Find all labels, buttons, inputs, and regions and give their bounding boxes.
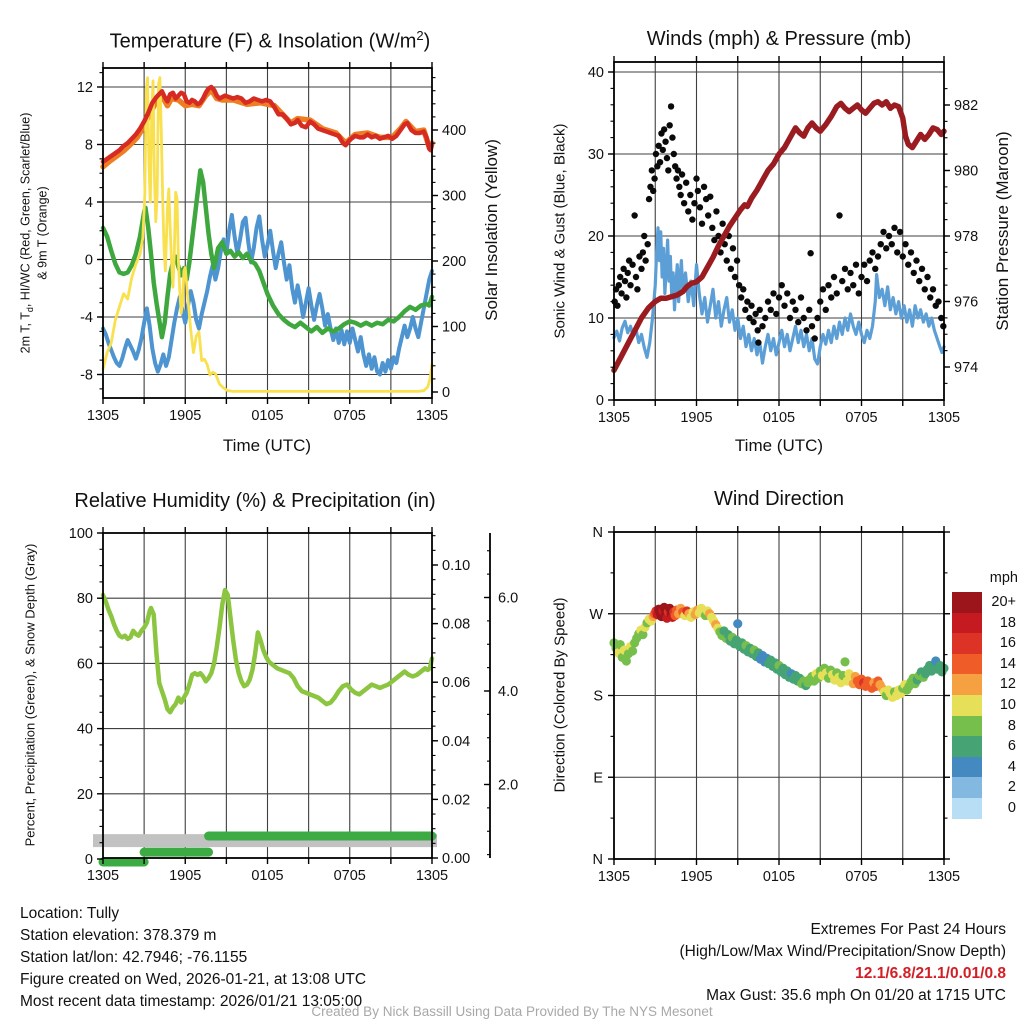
chart-title-winds-pressure: Winds (mph) & Pressure (mb) (646, 28, 912, 50)
legend-label-0: 0 (1007, 800, 1016, 816)
svg-text:0: 0 (84, 252, 93, 269)
legend-label-10: 10 (999, 697, 1016, 713)
chart-title-rh-precip: Relative Humidity (%) & Precipitation (in) (74, 490, 436, 512)
svg-text:0105: 0105 (762, 869, 796, 885)
svg-text:30: 30 (587, 147, 604, 163)
legend-label-20+: 20+ (991, 594, 1016, 610)
svg-text:0.04: 0.04 (442, 733, 471, 750)
svg-text:0: 0 (84, 852, 93, 868)
svg-text:12: 12 (76, 80, 93, 96)
svg-text:1905: 1905 (680, 410, 713, 426)
figure-created: Figure created on Wed, 2026-01-21, at 13:08 UTC (20, 971, 367, 988)
svg-text:0: 0 (442, 385, 451, 401)
svg-text:1305: 1305 (597, 410, 631, 426)
svg-text:0705: 0705 (845, 869, 878, 885)
svg-text:W: W (589, 606, 603, 623)
x-axis-label-time-right: Time (UTC) (734, 436, 824, 455)
chart-temp-insolation (77, 62, 466, 424)
axis-label-pressure-right: Station Pressure (Maroon) (993, 131, 1012, 331)
axis-label-temp-left: 2m T, $T_d$, HI/WC (Red, Green, Scarlet/Blue) & 9m T (Orange) (18, 112, 50, 354)
svg-text:40: 40 (587, 65, 604, 81)
svg-text:1305: 1305 (86, 868, 120, 884)
svg-text:300: 300 (442, 188, 467, 205)
svg-text:974: 974 (954, 360, 979, 376)
svg-text:100: 100 (442, 319, 467, 336)
svg-text:200: 200 (442, 254, 467, 270)
legend-swatch-4 (952, 757, 982, 778)
svg-text:20: 20 (76, 786, 93, 803)
svg-text:8: 8 (84, 137, 93, 154)
legend-swatch-8 (952, 716, 982, 737)
svg-text:-4: -4 (80, 310, 93, 326)
svg-text:0705: 0705 (333, 408, 366, 424)
chart-rh-precip (69, 526, 518, 884)
svg-text:-8: -8 (80, 367, 93, 384)
data-timestamp: Most recent data timestamp: 2026/01/21 13:05:00 (20, 993, 363, 1010)
station-elevation: Station elevation: 378.379 m (20, 927, 217, 944)
extremes-subtitle: (High/Low/Max Wind/Precipitation/Snow Depth) (679, 943, 1006, 960)
station-location: Location: Tully (20, 905, 120, 922)
legend-label-2: 2 (1007, 779, 1016, 796)
legend-swatch-14 (952, 654, 982, 675)
svg-text:N: N (592, 852, 603, 868)
axis-label-rh-left: Percent, Precipitation (Green), & Snow Depth (Gray) (22, 543, 38, 847)
station-info-block (20, 903, 366, 1013)
svg-text:4: 4 (84, 195, 93, 211)
svg-text:E: E (593, 770, 603, 787)
svg-text:1905: 1905 (169, 868, 202, 884)
chart-title-temp-insolation: Temperature (F) & Insolation $(W/m^2)$ (109, 28, 431, 53)
svg-text:0.08: 0.08 (442, 616, 471, 633)
svg-text:1305: 1305 (927, 410, 961, 426)
svg-text:0: 0 (595, 393, 604, 409)
legend-label-8: 8 (1007, 717, 1016, 734)
svg-text:N: N (592, 525, 603, 542)
svg-text:1905: 1905 (680, 869, 713, 885)
svg-text:4.0: 4.0 (498, 684, 519, 700)
extremes-block (680, 919, 1007, 1007)
svg-text:0.00: 0.00 (442, 851, 471, 867)
chart-winds-pressure (588, 56, 978, 426)
legend-swatch-20+ (952, 592, 982, 613)
legend-label-14: 14 (999, 655, 1016, 672)
station-latlon: Station lat/lon: 42.7946; -76.1155 (20, 949, 248, 966)
axis-label-direction-left: Direction (Colored By Speed) (551, 597, 569, 793)
axis-label-wind-left: Sonic Wind & Gust (Blue, Black) (551, 123, 569, 339)
svg-text:10: 10 (587, 311, 604, 327)
svg-text:982: 982 (954, 98, 979, 114)
legend-swatch-0 (952, 798, 982, 819)
x-axis-label-time-left: Time (UTC) (222, 436, 312, 455)
credit-line: Created By Nick Bassill Using Data Provided By The NYS Mesonet (311, 1004, 713, 1019)
svg-text:1305: 1305 (415, 868, 449, 884)
svg-text:0105: 0105 (251, 868, 284, 884)
svg-text:0705: 0705 (333, 868, 366, 884)
legend-swatch-2 (952, 777, 982, 798)
legend-swatch-16 (952, 633, 982, 654)
max-gust: Max Gust: 35.6 mph On 01/20 at 1715 UTC (706, 987, 1006, 1004)
svg-text:0105: 0105 (251, 408, 284, 424)
legend-label-18: 18 (999, 614, 1016, 631)
legend-swatch-12 (952, 674, 982, 695)
chart-title-wind-direction: Wind Direction (713, 488, 845, 510)
svg-text:978: 978 (954, 229, 979, 245)
svg-text:1305: 1305 (597, 869, 631, 885)
legend-label-4: 4 (1007, 758, 1016, 775)
svg-text:20: 20 (587, 229, 604, 245)
legend-label-16: 16 (999, 635, 1016, 652)
svg-text:6.0: 6.0 (498, 590, 519, 607)
svg-text:400: 400 (442, 123, 467, 139)
svg-text:976: 976 (954, 294, 979, 311)
svg-text:0705: 0705 (845, 410, 878, 426)
svg-text:60: 60 (76, 656, 93, 673)
svg-text:0.10: 0.10 (442, 558, 471, 574)
chart-wind-direction (589, 525, 960, 885)
svg-text:980: 980 (954, 163, 979, 180)
svg-text:0.06: 0.06 (442, 675, 471, 692)
legend-swatch-10 (952, 695, 982, 716)
svg-text:100: 100 (68, 526, 93, 542)
legend-swatch-6 (952, 736, 982, 757)
svg-text:0105: 0105 (762, 410, 796, 426)
svg-text:1905: 1905 (169, 408, 202, 424)
legend-swatch-18 (952, 613, 982, 634)
legend-label-12: 12 (999, 676, 1016, 693)
svg-text:1305: 1305 (415, 408, 449, 424)
svg-text:80: 80 (76, 591, 93, 608)
extremes-title: Extremes For Past 24 Hours (810, 921, 1006, 938)
axis-label-insolation-right: Solar Insolation (Yellow) (482, 139, 501, 321)
svg-text:1305: 1305 (927, 869, 961, 885)
legend-label-6: 6 (1007, 738, 1016, 755)
legend-title-mph: mph (989, 570, 1018, 586)
svg-text:2.0: 2.0 (498, 777, 519, 794)
svg-text:1305: 1305 (86, 408, 120, 424)
svg-text:0.02: 0.02 (442, 792, 471, 809)
svg-text:40: 40 (76, 721, 93, 738)
svg-text:S: S (593, 688, 603, 705)
extremes-values: 12.1/6.8/21.1/0.01/0.8 (855, 965, 1006, 982)
